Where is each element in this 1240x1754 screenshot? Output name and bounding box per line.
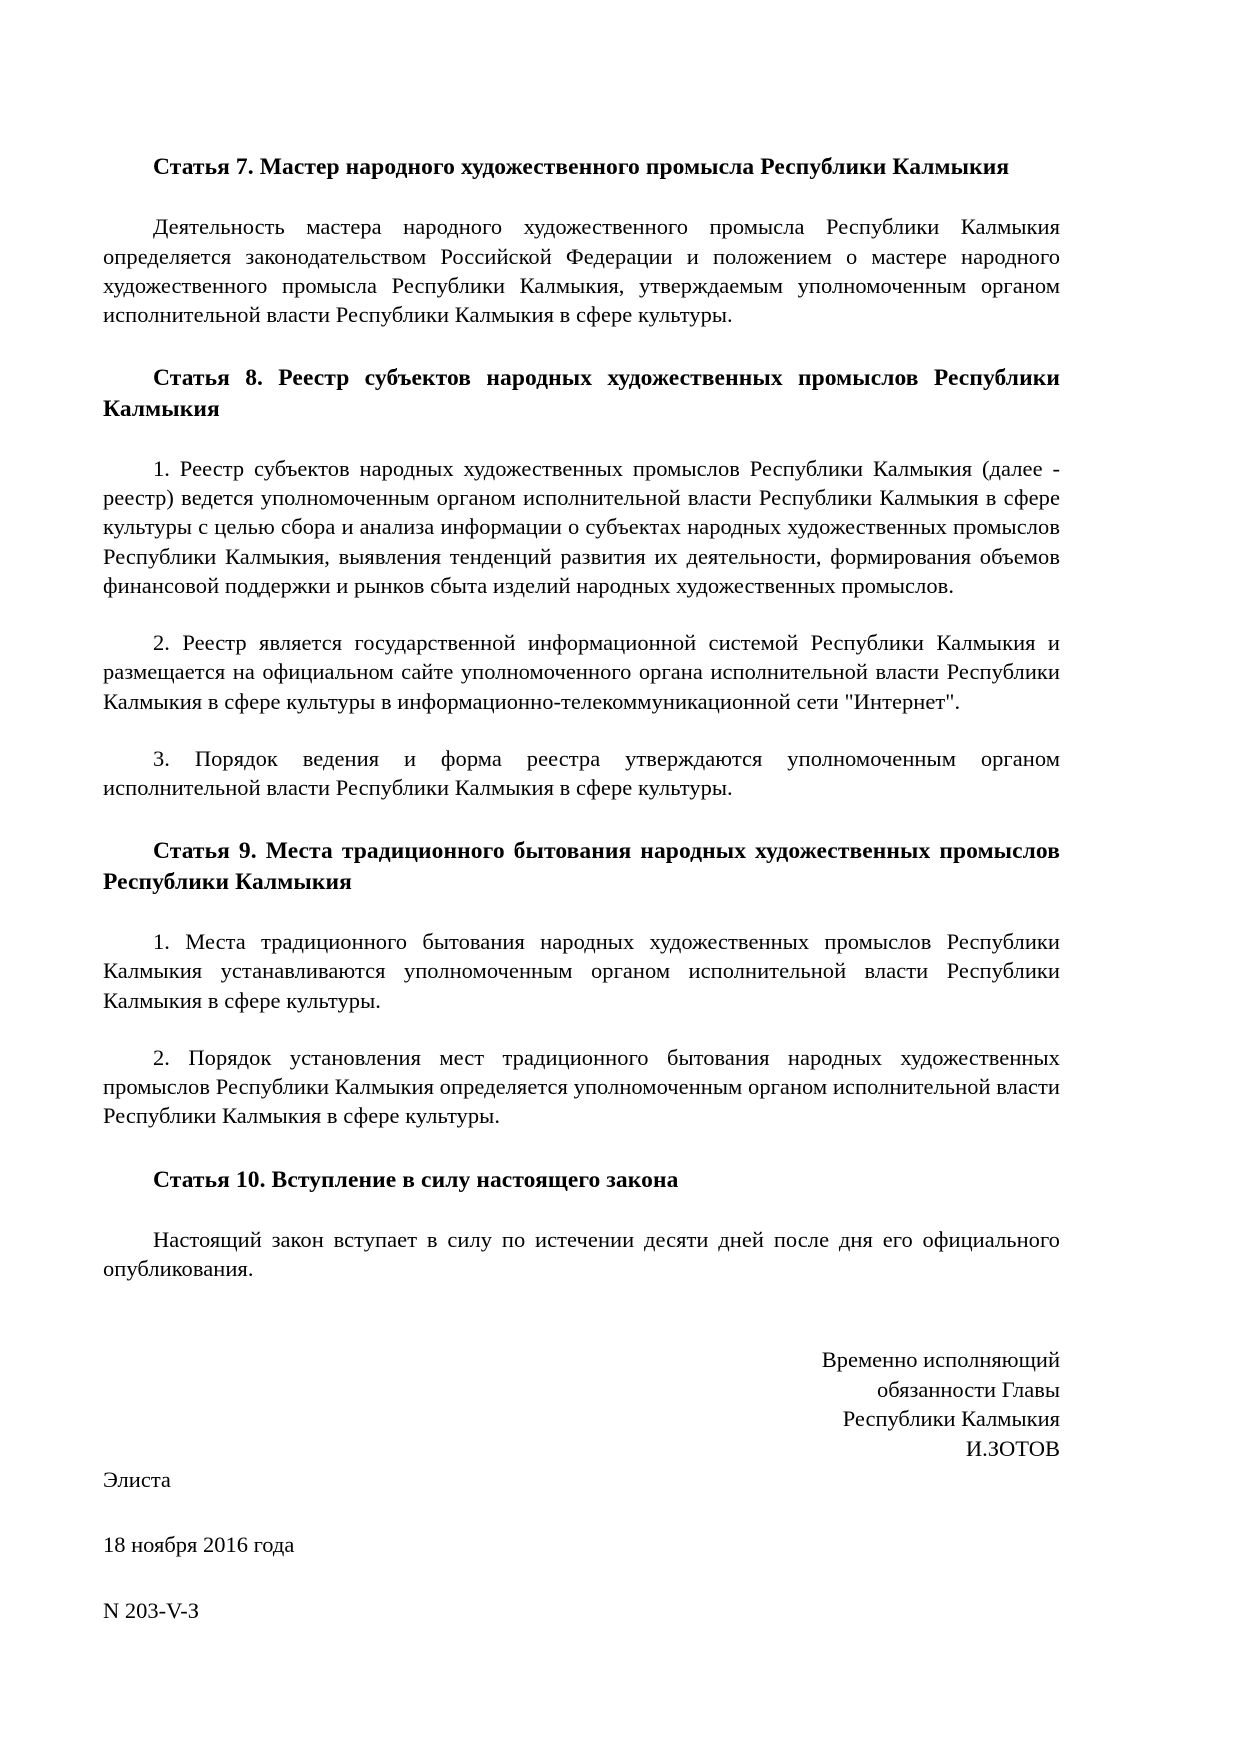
article-8-paragraph-1: 1. Реестр субъектов народных художественных промыслов Республики Калмыкия (далее - реестр) ведется уполномоченным органом исполнительной власти Республики Калмыкия в сфере культуры с целью сбора и анализа информации о субъектах народных художественных промыслов Республики Калмыкия, выявления тенденций развития их деятельности, формирования объемов финансовой поддержки и рынков сбыта изделий народных художественных промыслов. [103,455,1060,598]
document-body [103,152,1060,1283]
article-9-paragraph-1: 1. Места традиционного бытования народных художественных промыслов Республики Калмыкия устанавливаются уполномоченным органом исполнительной власти Республики Калмыкия в сфере культуры. [103,929,1060,1013]
spacer [103,897,1060,927]
footer-city: Элиста [103,1467,171,1492]
spacer [103,1195,1060,1225]
article-7-paragraph-1: Деятельность мастера народного художественного промысла Республики Калмыкия определяется законодательством Российской Федерации и положением о мастере народного художественного промысла Республики Калмыкия, утверждаемым уполномоченным органом исполнительной власти Республики Калмыкия в сфере культуры. [103,214,1060,328]
article-9-paragraph-2: 2. Порядок установления мест традиционного бытования народных художественных промыслов Республики Калмыкия определяется уполномоченным органом исполнительной власти Республики Калмыкия в сфере культуры. [103,1044,1060,1129]
footer-date: 18 ноября 2016 года [103,1532,295,1558]
spacer [103,329,1060,363]
signature-block [560,1345,1060,1464]
article-10-paragraph-1: Настоящий закон вступает в силу по истечении десяти дней после дня его официального опубликования. [103,1226,1060,1282]
signature-title-line-2: обязанности Главы [876,1376,1060,1402]
spacer [103,1015,1060,1043]
article-7-heading: Статья 7. Мастер народного художественного промысла Республики Калмыкия [153,154,1010,180]
spacer [103,424,1060,454]
spacer [103,716,1060,744]
footer-document-number: N 203-V-З [103,1597,200,1623]
signature-title-line-1: Временно исполняющий [821,1347,1060,1372]
spacer [103,802,1060,836]
spacer [103,1131,1060,1165]
signature-title-line-3: Республики Калмыкия [842,1406,1060,1432]
document-footer [103,1465,703,1625]
article-8-paragraph-2: 2. Реестр является государственной информационной системой Республики Калмыкия и размещается на официальном сайте уполномоченного органа исполнительной власти Республики Калмыкия в сфере культуры в информационно-телекоммуникационной сети "Интернет". [103,630,1060,714]
spacer [103,182,1060,212]
article-10-heading: Статья 10. Вступление в силу настоящего закона [153,1166,679,1193]
article-9-heading: Статья 9. Места традиционного бытования народных художественных промыслов Республики Калмыкия [103,838,1060,895]
signature-name: И.ЗОТОВ [965,1436,1060,1462]
article-8-paragraph-3: 3. Порядок ведения и форма реестра утверждаются уполномоченным органом исполнительной власти Республики Калмыкия в сфере культуры. [103,745,1060,801]
spacer [103,600,1060,628]
article-8-heading: Статья 8. Реестр субъектов народных художественных промыслов Республики Калмыкия [103,365,1060,422]
